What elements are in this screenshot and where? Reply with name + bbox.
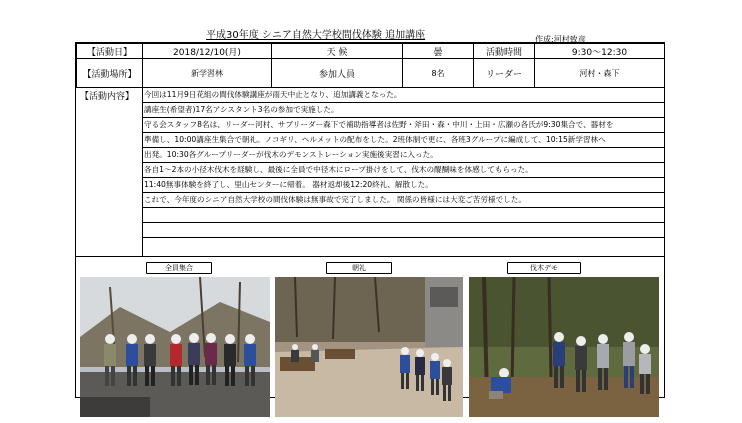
- content-line: [142, 207, 665, 222]
- leader-value: 河村・森下: [534, 58, 665, 88]
- activity-report-sheet: [75, 42, 665, 398]
- place-value: 新学習林: [142, 58, 272, 88]
- content-line: 守る会スタッフ8名は、リーダー河村、サブリーダー森下で補助指導者は佐野・斧田・森・中川・上田・広瀬の各氏が9:30集合で、器材を: [142, 117, 665, 132]
- leader-label: リーダー: [473, 58, 535, 88]
- assembly-photo: [275, 277, 463, 417]
- date-label: 【活動日】: [76, 43, 143, 59]
- weather-value: 曇: [402, 43, 474, 59]
- group-photo: [80, 277, 270, 417]
- photo-caption: 全員集合: [146, 262, 212, 274]
- time-value: 9:30〜12:30: [534, 43, 665, 59]
- content-line: 講座生(希望者)17名アシスタント3名の参加で実施した。: [142, 102, 665, 117]
- time-label: 活動時間: [473, 43, 535, 59]
- photo-caption: 朝礼: [326, 262, 392, 274]
- weather-label: 天 候: [271, 43, 403, 59]
- photo-caption: 伐木デモ: [507, 262, 581, 274]
- content-line: 11:40無事体験を終了し、里山センターに帰着。 器材返却後12:20終礼、解散した。: [142, 177, 665, 192]
- content-line: 準備し、10:00講座生集合で朝礼。ノコギリ、ヘルメットの配布をした。2班体制で更に、各班3グループに編成して、10:15新学習林へ: [142, 132, 665, 147]
- content-line: 出発。10:30各グループリーダーが伐木のデモンストレーション実施後実習に入った。: [142, 147, 665, 162]
- content-line: [142, 237, 665, 256]
- felling-demo-photo: [469, 277, 659, 417]
- author-note: 作成:河村致彦: [535, 35, 586, 44]
- people-label: 参加人員: [271, 58, 403, 88]
- content-line: 各自1〜2本の小径木伐木を経験し、最後に全員で中径木にロープ掛けをして、伐木の醍醐味を体感してもらった。: [142, 162, 665, 177]
- report-title: 平成30年度 シニア自然大学校間伐体験 追加講座: [206, 30, 426, 41]
- content-line: [142, 222, 665, 237]
- place-label: 【活動場所】: [76, 58, 143, 88]
- photo-section-divider: [76, 256, 664, 257]
- content-label: 【活動内容】: [80, 92, 135, 102]
- content-line: これで、今年度のシニア自然大学校の間伐体験は無事故で完了しました。 関係の皆様には大変ご苦労様でした。: [142, 192, 665, 207]
- content-line: 今回は11月9日花組の間伐体験講座が雨天中止となり、追加講義となった。: [142, 87, 665, 102]
- people-value: 8名: [402, 58, 474, 88]
- date-value: 2018/12/10(月): [142, 43, 272, 59]
